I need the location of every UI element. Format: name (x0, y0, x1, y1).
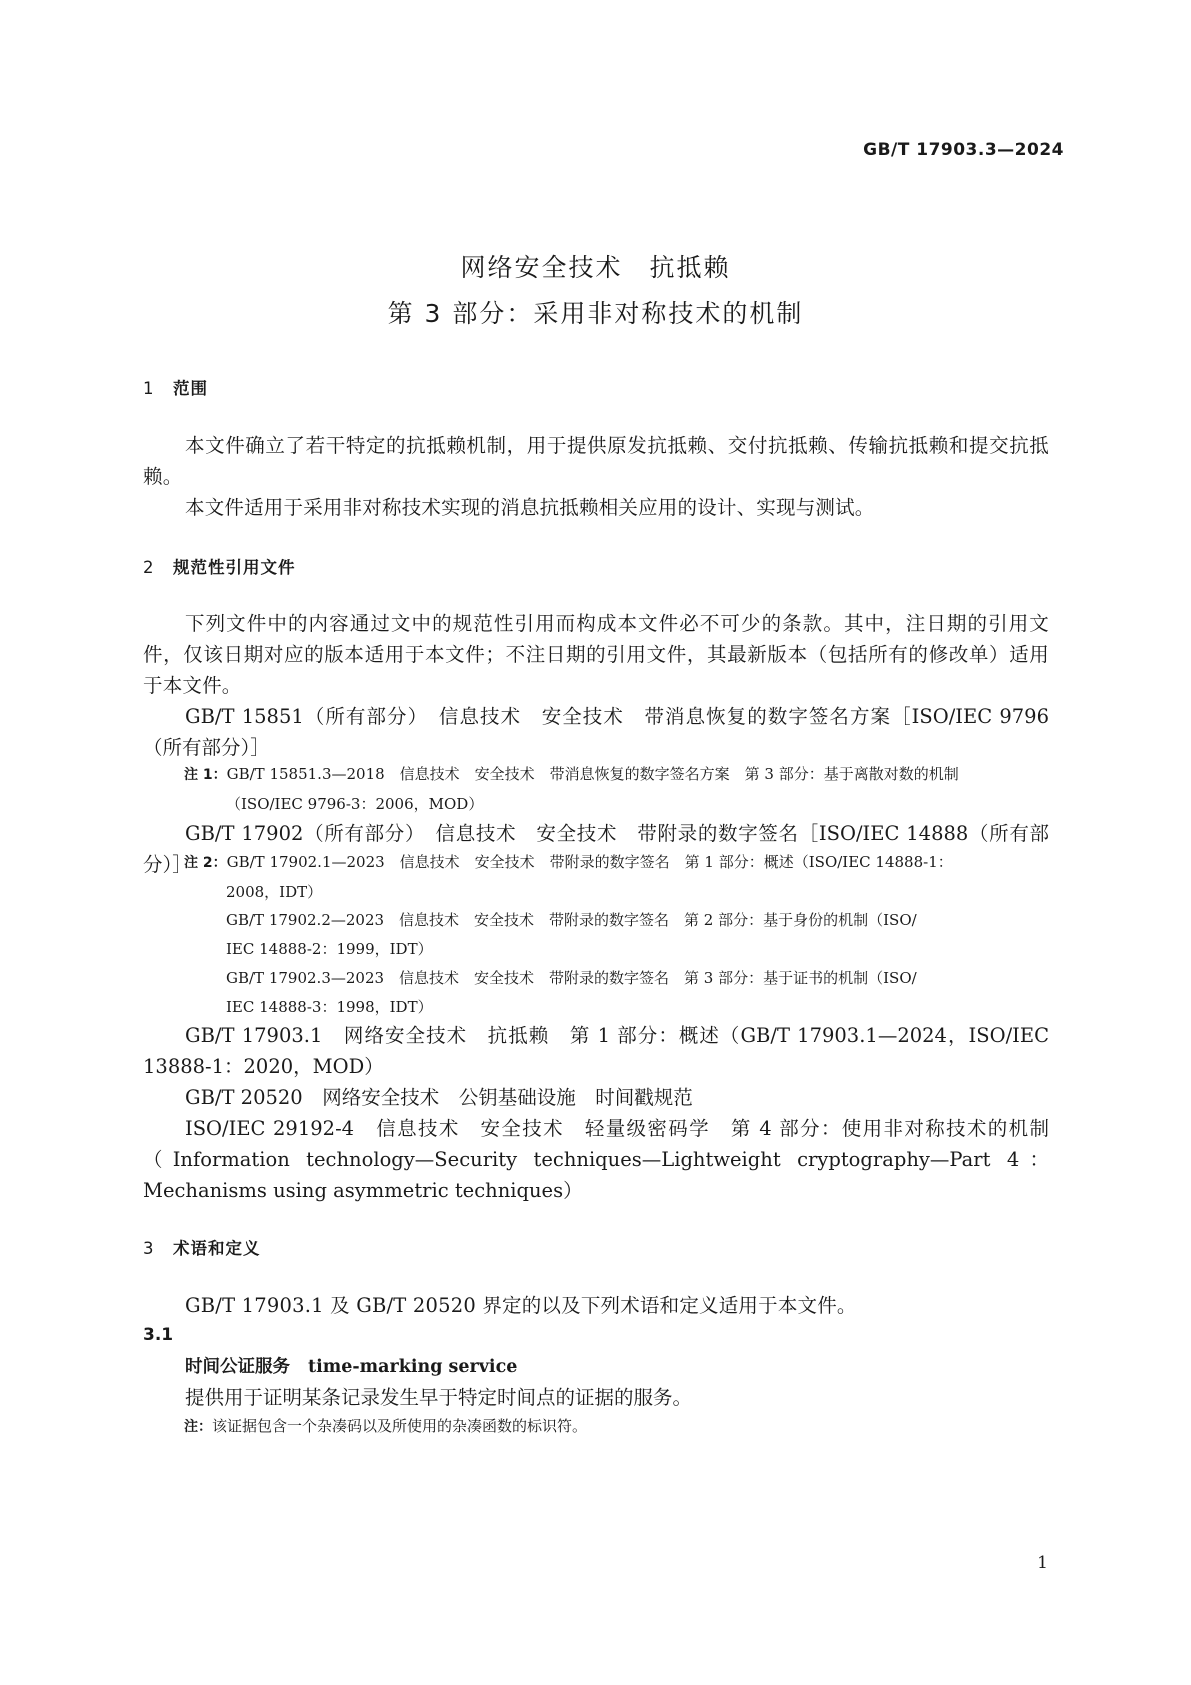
section-2-intro: 下列文件中的内容通过文中的规范性引用而构成本文件必不可少的条款。其中，注日期的引用文件，仅该日期对应的版本适用于本文件；不注日期的引用文件，其最新版本（包括所有的修改单）适用于本文件。 (143, 612, 1049, 697)
note-label: 注 2： (184, 855, 227, 871)
section-1-paragraph-2: 本文件适用于采用非对称技术实现的消息抗抵赖相关应用的设计、实现与测试。 (185, 496, 875, 519)
note-label: 注 1： (184, 767, 227, 783)
section-1-heading (143, 375, 208, 399)
note-label: 注： (184, 1419, 212, 1435)
term-entry (185, 1353, 517, 1378)
note-continuation: 2008，IDT） (226, 883, 323, 901)
page-number: 1 (1037, 1553, 1048, 1573)
section-number: 2 (143, 558, 155, 577)
section-title: 范围 (173, 379, 208, 398)
note-text: GB/T 17902.2—2023 信息技术 安全技术 带附录的数字签名 第 2 部分：基于身份的机制（ISO/ (226, 911, 917, 929)
section-title: 规范性引用文件 (173, 558, 296, 577)
section-number: 1 (143, 379, 155, 398)
note-text: 该证据包含一个杂凑码以及所使用的杂凑函数的标识符。 (212, 1417, 588, 1435)
term-english: time-marking service (308, 1357, 518, 1377)
section-3-heading (143, 1235, 261, 1259)
term-chinese: 时间公证服务 (185, 1357, 290, 1377)
note-1 (184, 760, 1049, 819)
note-2 (184, 848, 1049, 907)
reference-gbt-17903-1: GB/T 17903.1 网络安全技术 抗抵赖 第 1 部分：概述（GB/T 17903.1—2024，ISO/IEC 13888-1：2020，MOD） (143, 1024, 1049, 1078)
note-2-item-3 (226, 964, 1049, 1022)
reference-gbt-17902: GB/T 17902（所有部分） 信息技术 安全技术 带附录的数字签名［ISO/IEC 14888（所有部分）］ (143, 822, 1049, 876)
section-2-heading (143, 554, 296, 578)
reference-gbt-15851: GB/T 15851（所有部分） 信息技术 安全技术 带消息恢复的数字签名方案［ISO/IEC 9796（所有部分）］ (143, 705, 1049, 759)
note-2-item-2 (226, 906, 1049, 964)
note-continuation: （ISO/IEC 9796-3：2006，MOD） (226, 795, 484, 813)
note-continuation: IEC 14888-3：1998，IDT） (226, 998, 433, 1016)
document-title-line1: 网络安全技术 抗抵赖 (460, 253, 731, 282)
reference-iso-iec-29192-4: ISO/IEC 29192-4 信息技术 安全技术 轻量级密码学 第 4 部分：使用非对称技术的机制（Information technology—Security techniques—Lightweight cryptography—Part 4：Mechanisms using asymmetric techniques） (143, 1117, 1049, 1202)
note-text: GB/T 17902.3—2023 信息技术 安全技术 带附录的数字签名 第 3 部分：基于证书的机制（ISO/ (226, 969, 917, 987)
section-title: 术语和定义 (173, 1239, 261, 1258)
document-title-line2: 第 3 部分：采用非对称技术的机制 (387, 299, 804, 328)
section-number: 3 (143, 1239, 155, 1258)
section-3-intro: GB/T 17903.1 及 GB/T 20520 界定的以及下列术语和定义适用于本文件。 (185, 1294, 857, 1317)
note-continuation: IEC 14888-2：1999，IDT） (226, 940, 433, 958)
note-text: GB/T 17902.1—2023 信息技术 安全技术 带附录的数字签名 第 1 部分：概述（ISO/IEC 14888-1： (226, 853, 953, 871)
standard-code: GB/T 17903.3—2024 (863, 140, 1064, 160)
reference-gbt-20520: GB/T 20520 网络安全技术 公钥基础设施 时间戳规范 (185, 1086, 693, 1109)
section-1-paragraph-1: 本文件确立了若干特定的抗抵赖机制，用于提供原发抗抵赖、交付抗抵赖、传输抗抵赖和提交抗抵赖。 (143, 434, 1049, 488)
note-text: GB/T 15851.3—2018 信息技术 安全技术 带消息恢复的数字签名方案 第 3 部分：基于离散对数的机制 (226, 765, 959, 783)
term-note (184, 1415, 587, 1436)
term-definition: 提供用于证明某条记录发生早于特定时间点的证据的服务。 (185, 1386, 693, 1409)
term-number: 3.1 (143, 1325, 174, 1345)
